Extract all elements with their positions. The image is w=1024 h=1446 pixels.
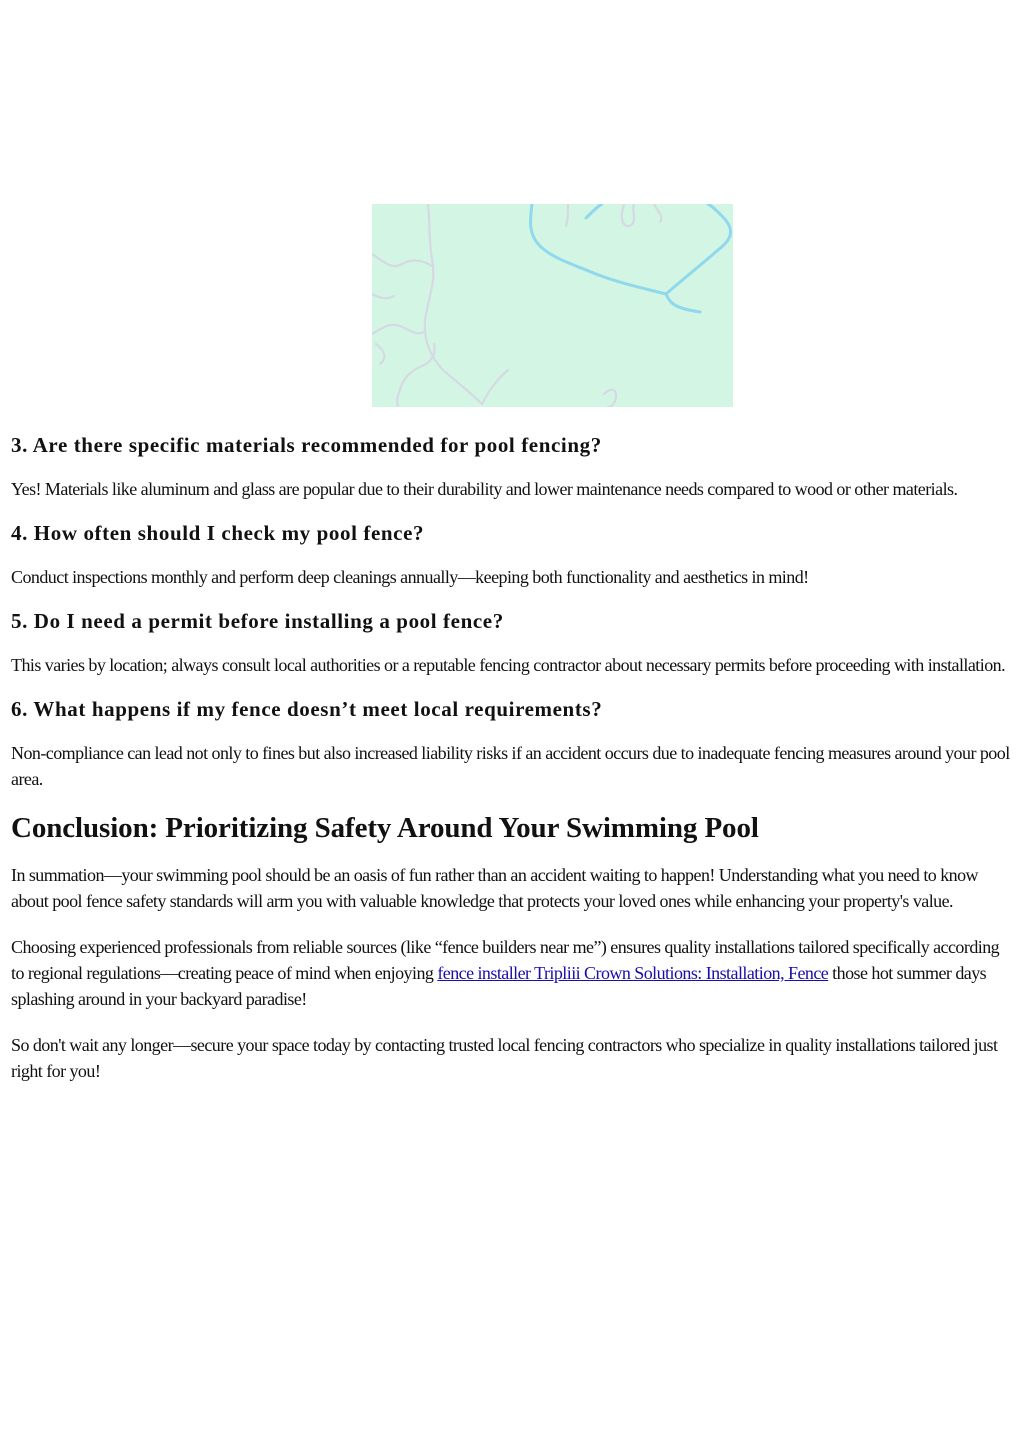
- faq-question-5: 5. Do I need a permit before installing a pool fence?: [11, 609, 504, 633]
- conclusion-paragraph-3: So don't wait any longer—secure your space today by contacting trusted local fencing contractors who specialize in quality installations tailored just right for you!: [11, 1035, 998, 1081]
- article-body: [11, 428, 1013, 1084]
- faq-answer-4: Conduct inspections monthly and perform deep cleanings annually—keeping both functionality and aesthetics in mind!: [11, 567, 809, 587]
- fence-installer-link[interactable]: fence installer Tripliii Crown Solutions: Installation, Fence: [437, 963, 829, 983]
- faq-question-4: 4. How often should I check my pool fence?: [11, 521, 425, 545]
- map-image: [372, 204, 733, 407]
- conclusion-paragraph-2: [11, 934, 1013, 1012]
- faq-answer-5: This varies by location; always consult local authorities or a reputable fencing contractor about necessary permits before proceeding with installation.: [11, 655, 1006, 675]
- faq-question-6: 6. What happens if my fence doesn’t meet local requirements?: [11, 697, 603, 721]
- faq-question-3: 3. Are there specific materials recommended for pool fencing?: [11, 433, 602, 457]
- faq-answer-6: Non-compliance can lead not only to fines but also increased liability risks if an accident occurs due to inadequate fencing measures around your pool area.: [11, 743, 1010, 789]
- conclusion-heading: Conclusion: Prioritizing Safety Around Your Swimming Pool: [11, 812, 759, 844]
- conclusion-paragraph-2-start: Choosing experienced professionals from reliable sources (like “fence builders near me”) ensures quality installations tailored specifically according to regional regulations—creating peace of mind when enjoying: [11, 937, 1000, 983]
- faq-answer-3: Yes! Materials like aluminum and glass are popular due to their durability and lower maintenance needs compared to wood or other materials.: [11, 479, 958, 499]
- conclusion-paragraph-1: In summation—your swimming pool should be an oasis of fun rather than an accident waiting to happen! Understanding what you need to know about pool fence safety standards will arm you with valuable knowledge that protects your loved ones while enhancing your property's value.: [11, 865, 978, 911]
- conclusion-paragraph-2-end: those hot summer days splashing around in your backyard paradise!: [11, 963, 987, 1009]
- map-svg: [372, 204, 733, 407]
